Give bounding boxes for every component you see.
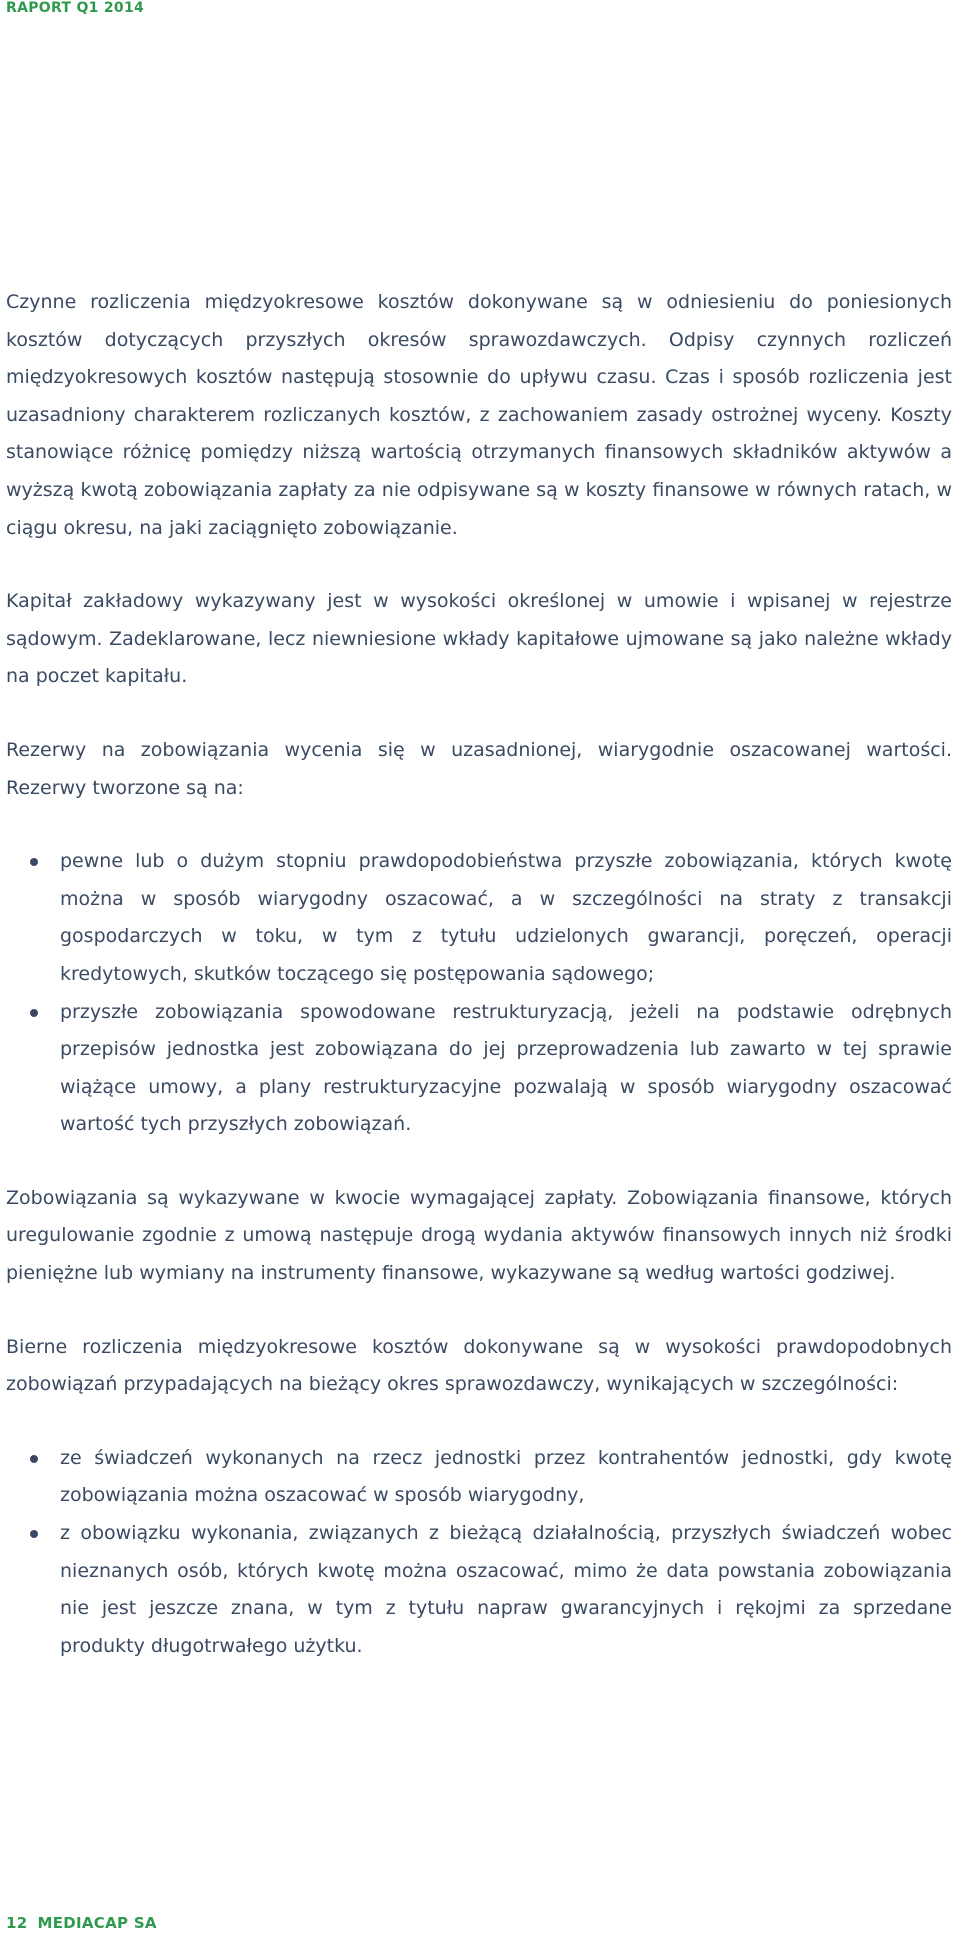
list-item xyxy=(6,843,952,993)
document-body xyxy=(6,284,952,1701)
paragraph-czynne-rozliczenia: Czynne rozliczenia międzyokresowe kosztów dokonywane są w odniesieniu do poniesionych kosztów dotyczących przyszłych okresów sprawozdawczych. Odpisy czynnych rozliczeń międzyokresowych kosztów następują stosownie do upływu czasu. Czas i sposób rozliczenia jest uzasadniony charakterem rozliczanych kosztów, z zachowaniem zasady ostrożnej wyceny. Koszty stanowiące różnicę pomiędzy niższą wartością otrzymanych finansowych składników aktywów a wyższą kwotą zobowiązania zapłaty za nie odpisywane są w koszty finansowe w równych ratach, w ciągu okresu, na jaki zaciągnięto zobowiązanie. xyxy=(6,291,952,539)
paragraph-rezerwy: Rezerwy na zobowiązania wycenia się w uzasadnionej, wiarygodnie oszacowanej wartości. Rezerwy tworzone są na: xyxy=(6,738,952,799)
list-item xyxy=(6,1440,952,1515)
paragraph-bierne-rozliczenia: Bierne rozliczenia międzyokresowe kosztów dokonywane są w wysokości prawdopodobnych zobowiązań przypadających na bieżący okres sprawozdawczy, wynikających w szczególności: xyxy=(6,1335,952,1396)
bullet-icon xyxy=(30,858,38,866)
page-footer xyxy=(6,1914,157,1932)
list-item xyxy=(6,1515,952,1665)
company-name: MEDIACAP SA xyxy=(37,1914,157,1932)
list-item-text: z obowiązku wykonania, związanych z bieżącą działalnością, przyszłych świadczeń wobec nieznanych osób, których kwotę można oszacować, mimo że data powstania zobowiązania nie jest jeszcze znana, w tym z tytułu napraw gwarancyjnych i rękojmi za sprzedane produkty długotrwałego użytku. xyxy=(60,1522,952,1657)
bullet-icon xyxy=(30,1455,38,1463)
paragraph-kapital-zakladowy: Kapitał zakładowy wykazywany jest w wysokości określonej w umowie i wpisanej w rejestrze sądowym. Zadeklarowane, lecz niewniesione wkłady kapitałowe ujmowane są jako należne wkłady na poczet kapitału. xyxy=(6,590,952,688)
list-item-text: przyszłe zobowiązania spowodowane restrukturyzacją, jeżeli na podstawie odrębnych przepisów jednostka jest zobowiązana do jej przeprowadzenia lub zawarto w tej sprawie wiążące umowy, a plany restrukturyzacyjne pozwalają w sposób wiarygodny oszacować wartość tych przyszłych zobowiązań. xyxy=(60,1000,952,1136)
bullet-icon xyxy=(30,1530,38,1538)
bullet-list-bierne xyxy=(6,1440,952,1666)
bullet-list-rezerwy xyxy=(6,843,952,1144)
list-item-text: ze świadczeń wykonanych na rzecz jednostki przez kontrahentów jednostki, gdy kwotę zobowiązania można oszacować w sposób wiarygodny, xyxy=(60,1446,952,1507)
paragraph-zobowiazania: Zobowiązania są wykazywane w kwocie wymagającej zapłaty. Zobowiązania finansowe, których uregulowanie zgodnie z umową następuje drogą wydania aktywów finansowych innych niż środki pieniężne lub wymiany na instrumenty finansowe, wykazywane są według wartości godziwej. xyxy=(6,1186,952,1285)
bullet-icon xyxy=(30,1009,38,1017)
list-item xyxy=(6,994,952,1144)
page-number: 12 xyxy=(6,1914,28,1932)
report-header-label: RAPORT Q1 2014 xyxy=(6,0,145,16)
list-item-text: pewne lub o dużym stopniu prawdopodobieństwa przyszłe zobowiązania, których kwotę można w sposób wiarygodny oszacować, a w szczególności na straty z transakcji gospodarczych w toku, w tym z tytułu udzielonych gwarancji, poręczeń, operacji kredytowych, skutków toczącego się postępowania sądowego; xyxy=(60,850,952,985)
